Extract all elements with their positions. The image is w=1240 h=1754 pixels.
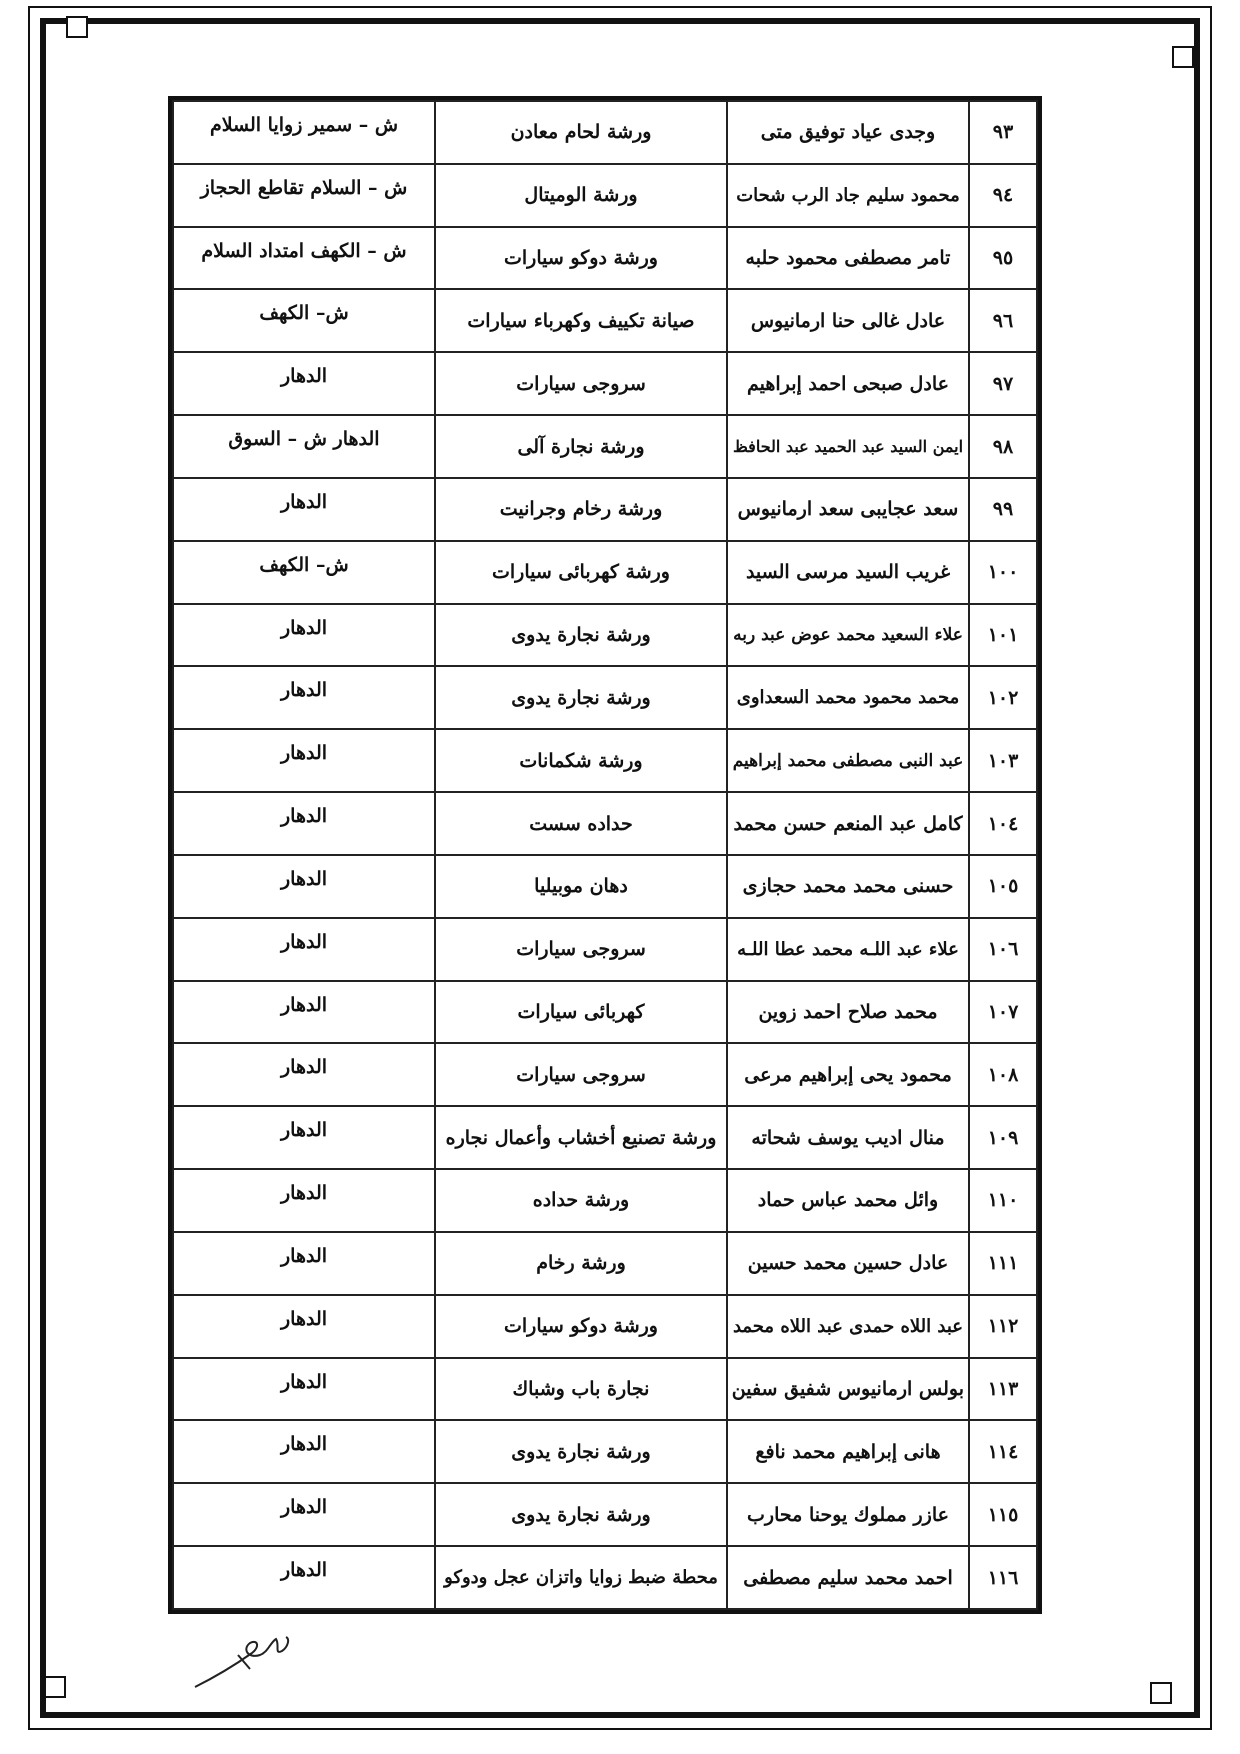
table-row	[173, 227, 1037, 290]
row-number: ١١٤	[969, 1420, 1037, 1483]
owner-name: عبد النبى مصطفى محمد إبراهيم	[727, 729, 969, 792]
row-number: ٩٦	[969, 289, 1037, 352]
table-row	[173, 1043, 1037, 1106]
table-row	[173, 101, 1037, 164]
workshop-type: ورشة الوميتال	[435, 164, 727, 227]
owner-name: عبد اللاه حمدى عبد اللاه محمد	[727, 1295, 969, 1358]
workshop-address: الدهار	[173, 1358, 435, 1421]
workshop-address: ش – الكهف امتداد السلام	[173, 227, 435, 290]
owner-name: كامل عبد المنعم حسن محمد	[727, 792, 969, 855]
workshop-type: حداده سست	[435, 792, 727, 855]
frame-corner-ornament	[1172, 46, 1194, 68]
workshop-address: الدهار	[173, 1232, 435, 1295]
owner-name: محمود سليم جاد الرب شحات	[727, 164, 969, 227]
row-number: ٩٨	[969, 415, 1037, 478]
table-row	[173, 1232, 1037, 1295]
workshop-type: ورشة نجارة يدوى	[435, 1483, 727, 1546]
workshop-type: نجارة باب وشباك	[435, 1358, 727, 1421]
table-row	[173, 164, 1037, 227]
table-row	[173, 918, 1037, 981]
workshop-address: الدهار	[173, 981, 435, 1044]
owner-name: علاء السعيد محمد عوض عبد ربه	[727, 604, 969, 667]
workshop-type: سروجى سيارات	[435, 1043, 727, 1106]
workshop-address: الدهار	[173, 604, 435, 667]
workshops-table-body	[173, 101, 1037, 1609]
workshop-type: ورشة نجارة يدوى	[435, 604, 727, 667]
frame-corner-ornament	[1150, 1682, 1172, 1704]
workshop-address: ش – سمير زوايا السلام	[173, 101, 435, 164]
workshop-type: ورشة نجارة آلى	[435, 415, 727, 478]
table-row	[173, 1420, 1037, 1483]
workshop-type: ورشة دوكو سيارات	[435, 227, 727, 290]
owner-name: حسنى محمد محمد حجازى	[727, 855, 969, 918]
workshop-type: ورشة تصنيع أخشاب وأعمال نجاره	[435, 1106, 727, 1169]
workshop-type: دهان موبيليا	[435, 855, 727, 918]
workshop-type: ورشة لحام معادن	[435, 101, 727, 164]
row-number: ١٠٢	[969, 666, 1037, 729]
owner-name: محمود يحى إبراهيم مرعى	[727, 1043, 969, 1106]
owner-name: محمد صلاح احمد زوين	[727, 981, 969, 1044]
owner-name: عادل صبحى احمد إبراهيم	[727, 352, 969, 415]
row-number: ١١٠	[969, 1169, 1037, 1232]
table-row	[173, 289, 1037, 352]
workshop-address: الدهار	[173, 1483, 435, 1546]
table-row	[173, 792, 1037, 855]
owner-name: وائل محمد عباس حماد	[727, 1169, 969, 1232]
workshop-address: الدهار	[173, 1546, 435, 1609]
table-row	[173, 604, 1037, 667]
owner-name: منال اديب يوسف شحاته	[727, 1106, 969, 1169]
table-row	[173, 729, 1037, 792]
row-number: ١١٥	[969, 1483, 1037, 1546]
workshops-table-grid	[172, 100, 1038, 1610]
row-number: ١٠٠	[969, 541, 1037, 604]
row-number: ٩٥	[969, 227, 1037, 290]
owner-name: ايمن السيد عبد الحميد عبد الحافظ	[727, 415, 969, 478]
workshop-type: ورشة شكمانات	[435, 729, 727, 792]
owner-name: احمد محمد سليم مصطفى	[727, 1546, 969, 1609]
row-number: ١٠٨	[969, 1043, 1037, 1106]
workshop-address: الدهار	[173, 1106, 435, 1169]
row-number: ٩٩	[969, 478, 1037, 541]
row-number: ١١١	[969, 1232, 1037, 1295]
workshop-type: ورشة كهربائى سيارات	[435, 541, 727, 604]
table-row	[173, 855, 1037, 918]
row-number: ١٠٧	[969, 981, 1037, 1044]
table-row	[173, 981, 1037, 1044]
row-number: ٩٧	[969, 352, 1037, 415]
row-number: ١٠٩	[969, 1106, 1037, 1169]
row-number: ١١٣	[969, 1358, 1037, 1421]
row-number: ١١٢	[969, 1295, 1037, 1358]
workshop-address: الدهار	[173, 352, 435, 415]
table-row	[173, 1483, 1037, 1546]
owner-name: عادل غالى حنا ارمانيوس	[727, 289, 969, 352]
table-row	[173, 1169, 1037, 1232]
owner-name: غريب السيد مرسى السيد	[727, 541, 969, 604]
workshop-type: سروجى سيارات	[435, 352, 727, 415]
row-number: ١١٦	[969, 1546, 1037, 1609]
row-number: ٩٤	[969, 164, 1037, 227]
workshop-type: كهربائى سيارات	[435, 981, 727, 1044]
owner-name: علاء عبد اللـه محمد عطا اللـه	[727, 918, 969, 981]
workshop-type: ورشة نجارة يدوى	[435, 1420, 727, 1483]
workshop-type: ورشة نجارة يدوى	[435, 666, 727, 729]
owner-name: محمد محمود محمد السعداوى	[727, 666, 969, 729]
row-number: ١٠١	[969, 604, 1037, 667]
workshops-table	[168, 96, 1042, 1614]
workshop-type: سروجى سيارات	[435, 918, 727, 981]
workshop-type: ورشة حداده	[435, 1169, 727, 1232]
workshop-address: الدهار	[173, 1169, 435, 1232]
handwritten-signature	[190, 1625, 300, 1695]
table-row	[173, 478, 1037, 541]
owner-name: تامر مصطفى محمود حلبه	[727, 227, 969, 290]
owner-name: سعد عجايبى سعد ارمانيوس	[727, 478, 969, 541]
owner-name: عازر مملوك يوحنا محارب	[727, 1483, 969, 1546]
workshop-address: الدهار	[173, 1295, 435, 1358]
workshop-address: الدهار	[173, 729, 435, 792]
workshop-address: الدهار	[173, 1043, 435, 1106]
row-number: ١٠٥	[969, 855, 1037, 918]
frame-corner-ornament	[44, 1676, 66, 1698]
workshop-address: الدهار	[173, 918, 435, 981]
owner-name: عادل حسين محمد حسين	[727, 1232, 969, 1295]
owner-name: بولس ارمانيوس شفيق سفين	[727, 1358, 969, 1421]
owner-name: وجدى عياد توفيق متى	[727, 101, 969, 164]
workshop-address: الدهار	[173, 666, 435, 729]
workshop-address: الدهار	[173, 855, 435, 918]
table-row	[173, 415, 1037, 478]
workshop-address: الدهار ش – السوق	[173, 415, 435, 478]
owner-name: هانى إبراهيم محمد نافع	[727, 1420, 969, 1483]
workshop-type: صيانة تكييف وكهرباء سيارات	[435, 289, 727, 352]
workshop-type: ورشة رخام	[435, 1232, 727, 1295]
table-row	[173, 541, 1037, 604]
row-number: ١٠٣	[969, 729, 1037, 792]
table-row	[173, 1106, 1037, 1169]
workshop-type: محطة ضبط زوايا واتزان عجل ودوكو	[435, 1546, 727, 1609]
workshop-address: الدهار	[173, 1420, 435, 1483]
table-row	[173, 1358, 1037, 1421]
row-number: ١٠٦	[969, 918, 1037, 981]
workshop-address: ش– الكهف	[173, 289, 435, 352]
frame-corner-ornament	[66, 16, 88, 38]
row-number: ١٠٤	[969, 792, 1037, 855]
workshop-address: الدهار	[173, 792, 435, 855]
workshop-address: ش– الكهف	[173, 541, 435, 604]
table-row	[173, 1295, 1037, 1358]
workshop-address: ش – السلام تقاطع الحجاز	[173, 164, 435, 227]
table-row	[173, 1546, 1037, 1609]
row-number: ٩٣	[969, 101, 1037, 164]
table-row	[173, 352, 1037, 415]
workshop-type: ورشة دوكو سيارات	[435, 1295, 727, 1358]
workshop-type: ورشة رخام وجرانيت	[435, 478, 727, 541]
table-row	[173, 666, 1037, 729]
workshop-address: الدهار	[173, 478, 435, 541]
